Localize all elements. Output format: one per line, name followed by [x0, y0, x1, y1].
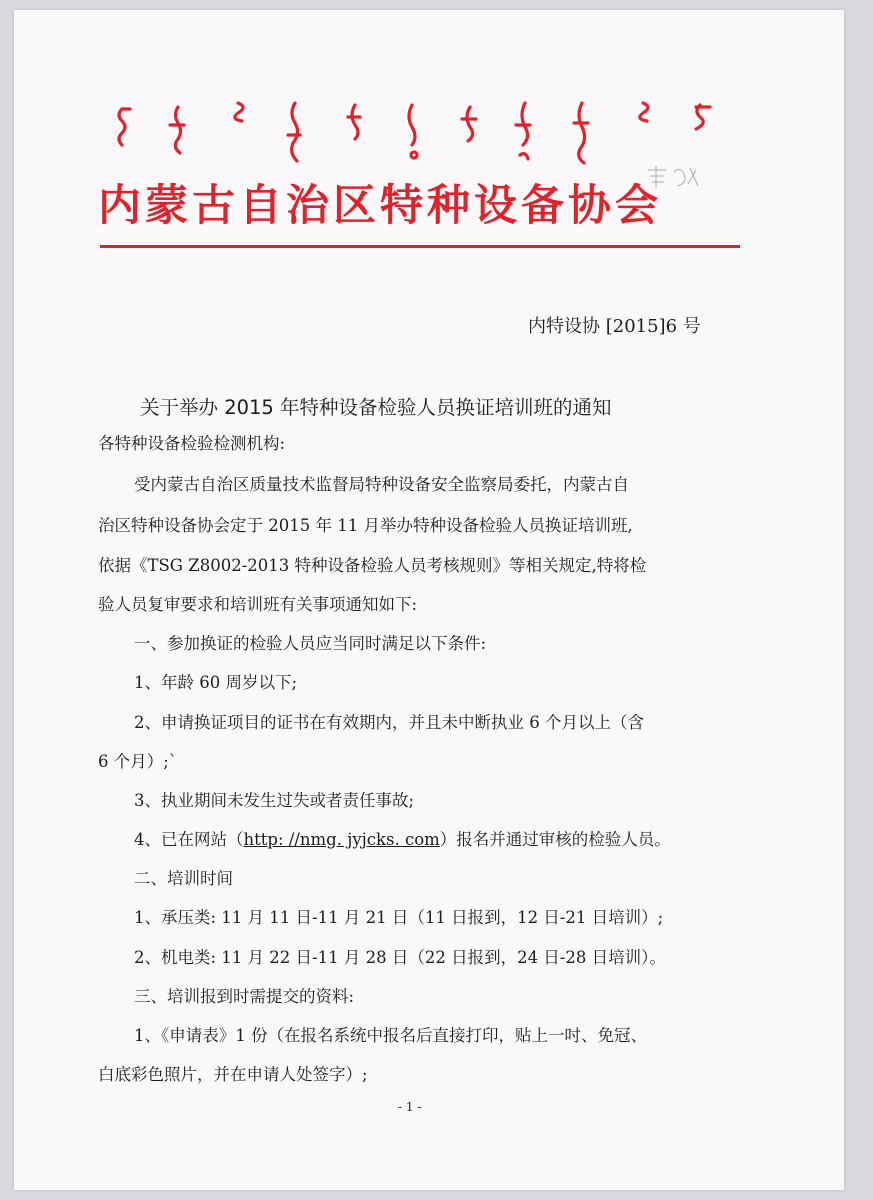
document-title: 关于举办 2015 年特种设备检验人员换证培训班的通知 — [140, 396, 612, 419]
list-item: 1、年龄 60 周岁以下; — [134, 673, 298, 692]
list-item-continuation: 白底彩色照片，并在申请人处签字）; — [98, 1065, 368, 1084]
salutation: 各特种设备检验检测机构: — [98, 434, 286, 453]
list-item: 1、承压类: 11 月 11 日-11 月 21 日（11 日报到，12 日-21 日培训）; — [134, 908, 664, 927]
paragraph-line: 依据《TSG Z8002-2013 特种设备检验人员考核规则》等相关规定,特将检 — [98, 556, 647, 575]
list-item-text: 4、已在网站（ — [134, 830, 244, 849]
page-number: - 1 - — [398, 1100, 422, 1114]
list-item: 2、机电类: 11 月 22 日-11 月 28 日（22 日报到，24 日-28 日培训）。 — [134, 948, 666, 967]
section-heading-2: 二、培训时间 — [134, 869, 233, 888]
organization-name-letterhead: 内蒙古自治区特种设备协会 — [98, 181, 662, 231]
document-number: 内特设协 [2015]6 号 — [528, 316, 701, 337]
paragraph-line: 验人员复审要求和培训班有关事项通知如下: — [98, 595, 418, 614]
paragraph-line: 治区特种设备协会定于 2015 年 11 月举办特种设备检验人员换证培训班, — [98, 516, 633, 535]
faint-stamp-mark — [640, 158, 710, 198]
list-item: 1、《申请表》1 份（在报名系统中报名后直接打印，贴上一吋、免冠、 — [134, 1026, 647, 1045]
list-item-text: ）报名并通过审核的检验人员。 — [439, 830, 671, 849]
registration-website-link[interactable]: http: //nmg. jyjcks. com — [243, 830, 440, 849]
letterhead-red-rule — [100, 245, 740, 248]
paragraph-line: 受内蒙古自治区质量技术监督局特种设备安全监察局委托，内蒙古自 — [134, 475, 629, 494]
mongolian-script-header-graphic — [100, 95, 730, 175]
list-item: 3、执业期间未发生过失或者责任事故; — [134, 791, 415, 810]
list-item-continuation: 6 个月）;` — [98, 752, 178, 771]
section-heading-1: 一、参加换证的检验人员应当同时满足以下条件: — [134, 634, 487, 653]
section-heading-3: 三、培训报到时需提交的资料: — [134, 987, 355, 1006]
list-item — [134, 832, 671, 849]
list-item: 2、申请换证项目的证书在有效期内，并且未中断执业 6 个月以上（含 — [134, 713, 644, 732]
